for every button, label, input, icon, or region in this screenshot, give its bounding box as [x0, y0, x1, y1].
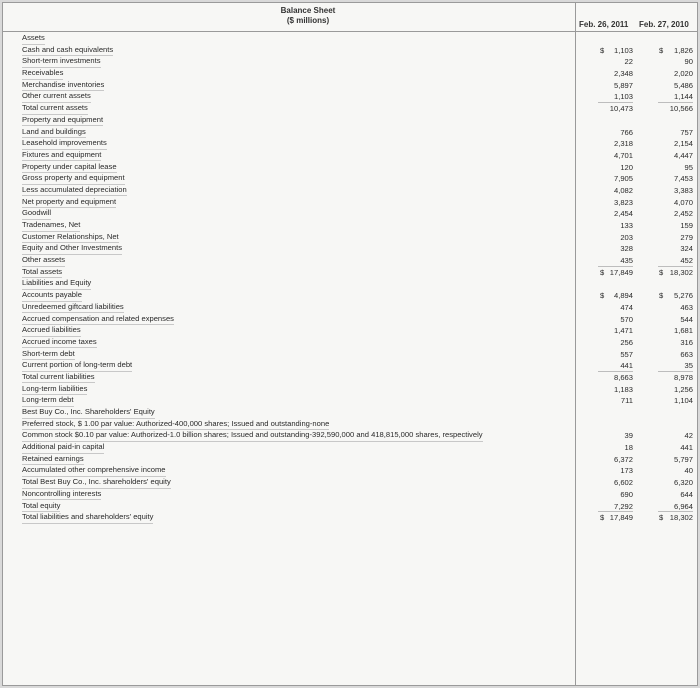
row-label: Gross property and equipment [22, 173, 125, 185]
value-2010: 10,566 [669, 104, 693, 114]
row-label: Accumulated other comprehensive income [22, 465, 166, 477]
row-label: Common stock $0.10 par value: Authorized-1.0 billion shares; Issued and outstanding-392,590,000 and 418,815,000 shares, respectively [22, 430, 483, 442]
row-label: Retained earnings [22, 454, 84, 466]
row-label: Liabilities and Equity [22, 278, 91, 290]
balance-sheet [2, 2, 698, 686]
row-label: Current portion of long-term debt [22, 360, 132, 372]
row-label: Merchandise inventories [22, 80, 104, 92]
table-row [3, 395, 697, 407]
value-2010: 159 [680, 221, 693, 230]
table-row [3, 372, 697, 384]
value-2010: 2,020 [673, 69, 693, 79]
value-2011: 6,372 [613, 454, 633, 464]
value-2011: 1,103 [613, 45, 633, 55]
table-row [3, 91, 697, 103]
value-2011: 435 [620, 256, 633, 266]
table-row [3, 477, 697, 489]
value-2011: 5,897 [613, 80, 633, 90]
table-row [3, 150, 697, 162]
table-row [3, 442, 697, 454]
value-2011: 7,905 [613, 174, 633, 184]
value-2010: 4,070 [673, 197, 693, 207]
row-label: Other current assets [22, 91, 91, 103]
currency-symbol: $ [600, 45, 605, 55]
value-2010: 1,826 [673, 45, 693, 55]
value-2011: 2,318 [613, 139, 633, 149]
title-line-2: ($ millions) [286, 16, 330, 25]
row-label: Long-term liabilities [22, 384, 87, 396]
title-line-1: Balance Sheet [280, 6, 336, 15]
value-2011: 441 [620, 361, 633, 371]
value-2011: 2,454 [613, 209, 633, 219]
table-row [3, 127, 697, 139]
value-2011: 173 [620, 466, 633, 476]
table-row [3, 243, 697, 255]
table-row [3, 512, 697, 524]
column-header-2010: Feb. 27, 2010 [639, 20, 689, 29]
value-2011: 6,602 [613, 478, 633, 488]
row-label: Total current assets [22, 103, 88, 115]
table-row [3, 80, 697, 92]
table-row [3, 278, 697, 290]
value-2011: 4,082 [613, 185, 633, 195]
table-row [3, 325, 697, 337]
value-2010: 1,256 [673, 384, 693, 394]
value-2011: 570 [620, 314, 633, 324]
table-row [3, 138, 697, 150]
table-row [3, 267, 697, 279]
row-label: Property under capital lease [22, 162, 117, 174]
value-2011: 328 [620, 244, 633, 254]
value-2011: 8,663 [613, 372, 633, 382]
table-row [3, 33, 697, 45]
value-2011: 120 [620, 162, 633, 172]
row-label: Long-term debt [22, 395, 74, 407]
row-label: Preferred stock, $ 1.00 par value: Authorized-400,000 shares; Issued and outstanding-none [22, 419, 329, 431]
value-2010: 544 [680, 314, 693, 324]
value-2011: 690 [620, 489, 633, 499]
value-2011: 18 [624, 443, 633, 453]
table-row [3, 45, 697, 57]
value-2010: 279 [680, 232, 693, 242]
value-2011: 7,292 [613, 501, 633, 511]
value-2011: 4,894 [613, 291, 633, 301]
column-header-2011: Feb. 26, 2011 [579, 20, 629, 29]
table-row [3, 360, 697, 372]
value-2010: 18,302 [669, 513, 693, 523]
table-header [3, 3, 697, 32]
value-2011: 474 [620, 302, 633, 312]
value-2010: 316 [680, 337, 693, 347]
value-2011: 17,849 [609, 267, 633, 277]
row-label: Total assets [22, 267, 62, 279]
value-2011: 39 [624, 431, 633, 441]
table-row [3, 255, 697, 267]
row-label: Unredeemed giftcard liabilities [22, 302, 124, 314]
value-2010: 95 [684, 162, 693, 172]
currency-symbol: $ [659, 267, 664, 277]
table-row [3, 290, 697, 302]
table-row [3, 501, 697, 513]
value-2011: 1,471 [613, 326, 633, 336]
value-2010: 3,383 [673, 185, 693, 195]
row-label: Land and buildings [22, 127, 86, 139]
table-row [3, 419, 697, 431]
table-row [3, 115, 697, 127]
value-2010: 324 [680, 244, 693, 254]
value-2010: 463 [680, 302, 693, 312]
value-2010: 8,978 [673, 372, 693, 382]
row-label: Total current liabilities [22, 372, 95, 384]
table-row [3, 68, 697, 80]
table-row [3, 337, 697, 349]
table-row [3, 185, 697, 197]
row-label: Assets [22, 33, 45, 45]
value-2010: 7,453 [673, 174, 693, 184]
value-2010: 35 [684, 361, 693, 371]
row-label: Accrued income taxes [22, 337, 97, 349]
value-2010: 6,320 [673, 478, 693, 488]
row-label: Leasehold improvements [22, 138, 107, 150]
value-2010: 6,964 [673, 501, 693, 511]
table-row [3, 454, 697, 466]
row-label: Accrued compensation and related expenses [22, 314, 174, 326]
table-row [3, 162, 697, 174]
value-2010: 644 [680, 489, 693, 499]
value-2011: 22 [624, 57, 633, 67]
row-label: Short-term debt [22, 349, 75, 361]
table-row [3, 56, 697, 68]
table-row [3, 489, 697, 501]
value-2010: 1,104 [673, 396, 693, 406]
value-2011: 766 [620, 127, 633, 137]
table-row [3, 465, 697, 477]
currency-symbol: $ [659, 291, 664, 301]
row-label: Cash and cash equivalents [22, 45, 113, 57]
value-2010: 18,302 [669, 267, 693, 277]
row-label: Tradenames, Net [22, 220, 80, 232]
currency-symbol: $ [600, 267, 605, 277]
table-row [3, 232, 697, 244]
table-row [3, 384, 697, 396]
row-label: Fixtures and equipment [22, 150, 101, 162]
value-2010: 4,447 [673, 150, 693, 160]
value-2011: 557 [620, 349, 633, 359]
value-2010: 2,452 [673, 209, 693, 219]
row-label: Customer Relationships, Net [22, 232, 119, 244]
table-row [3, 302, 697, 314]
value-2010: 5,797 [673, 454, 693, 464]
row-label: Less accumulated depreciation [22, 185, 127, 197]
table-row [3, 103, 697, 115]
value-2011: 203 [620, 232, 633, 242]
value-2010: 5,486 [673, 80, 693, 90]
table-row [3, 430, 697, 442]
value-2011: 3,823 [613, 197, 633, 207]
currency-symbol: $ [600, 291, 605, 301]
row-label: Total equity [22, 501, 60, 513]
value-2010: 40 [684, 466, 693, 476]
value-2010: 42 [684, 431, 693, 441]
currency-symbol: $ [659, 513, 664, 523]
value-2010: 1,681 [673, 326, 693, 336]
currency-symbol: $ [600, 513, 605, 523]
row-label: Best Buy Co., Inc. Shareholders' Equity [22, 407, 155, 419]
table-row [3, 220, 697, 232]
row-label: Additional paid-in capital [22, 442, 104, 454]
row-label: Other assets [22, 255, 65, 267]
table-row [3, 407, 697, 419]
value-2011: 133 [620, 221, 633, 230]
value-2010: 90 [684, 57, 693, 67]
row-label: Accrued liabilities [22, 325, 81, 337]
row-label: Total liabilities and shareholders' equity [22, 512, 153, 524]
currency-symbol: $ [659, 45, 664, 55]
row-label: Equity and Other Investments [22, 243, 122, 255]
row-label: Net property and equipment [22, 197, 116, 209]
value-2011: 1,103 [613, 92, 633, 102]
value-2010: 1,144 [673, 92, 693, 102]
value-2010: 5,276 [673, 291, 693, 301]
value-2011: 256 [620, 337, 633, 347]
table-row [3, 208, 697, 220]
value-2011: 4,701 [613, 150, 633, 160]
table-title [223, 6, 393, 26]
row-label: Short-term investments [22, 56, 101, 68]
value-2010: 441 [680, 443, 693, 453]
value-2011: 10,473 [609, 104, 633, 114]
row-label: Property and equipment [22, 115, 103, 127]
value-2010: 2,154 [673, 139, 693, 149]
table-row [3, 349, 697, 361]
row-label: Noncontrolling interests [22, 489, 101, 501]
row-label: Receivables [22, 68, 63, 80]
value-2011: 2,348 [613, 69, 633, 79]
table-row [3, 314, 697, 326]
value-2010: 663 [680, 349, 693, 359]
value-2011: 17,849 [609, 513, 633, 523]
value-2010: 757 [680, 127, 693, 137]
row-label: Accounts payable [22, 290, 82, 302]
value-2011: 1,183 [613, 384, 633, 394]
row-label: Total Best Buy Co., Inc. shareholders' equity [22, 477, 171, 489]
table-body [3, 33, 697, 524]
value-2011: 711 [620, 396, 633, 406]
table-row [3, 197, 697, 209]
table-row [3, 173, 697, 185]
value-2010: 452 [680, 256, 693, 266]
row-label: Goodwill [22, 208, 51, 220]
